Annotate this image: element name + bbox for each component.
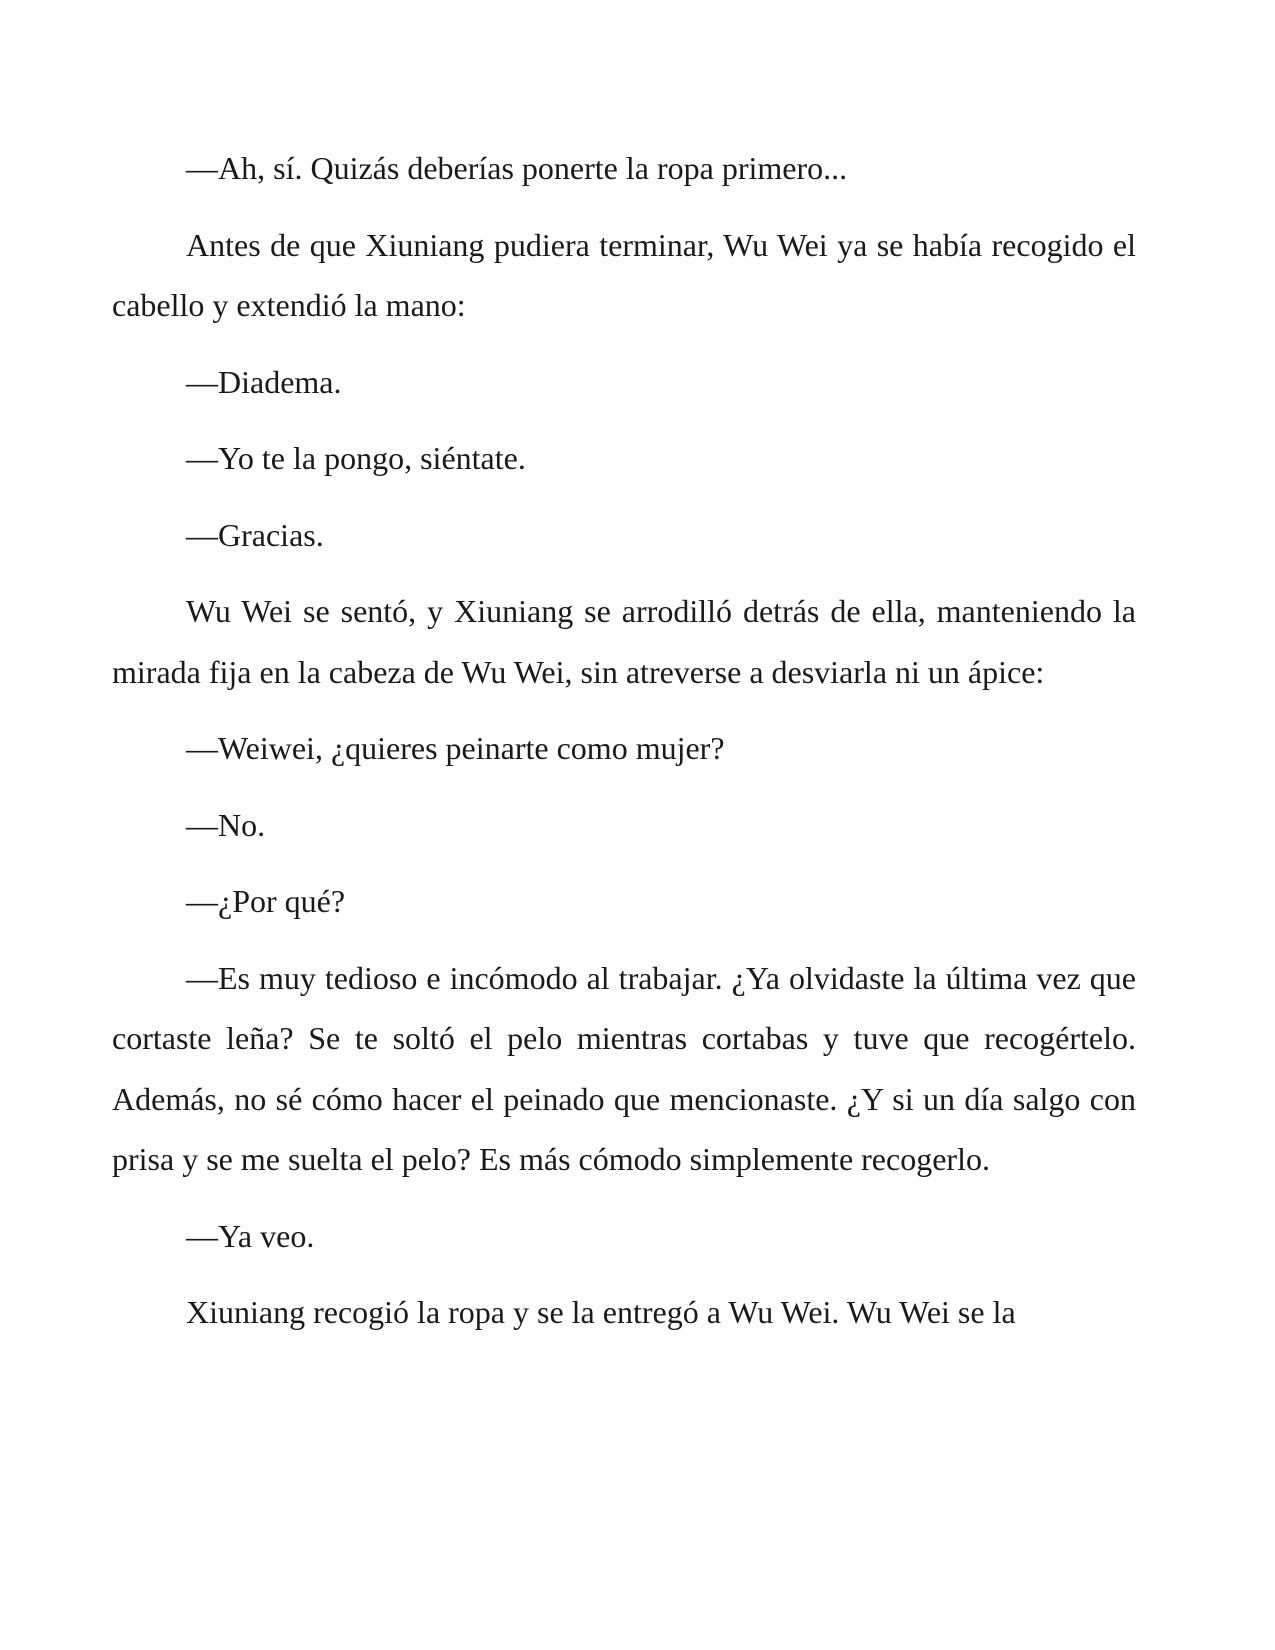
- paragraph-8: —No.: [186, 806, 266, 843]
- paragraph-7: —Weiwei, ¿quieres peinarte como mujer?: [186, 730, 725, 766]
- paragraph-12: Xiuniang recogió la ropa y se la entregó a Wu Wei. Wu Wei se la: [186, 1294, 1016, 1330]
- body-text: [112, 138, 1136, 1359]
- paragraph-2: Antes de que Xiuniang pudiera terminar, Wu Wei ya se había recogido el cabello y extendió la mano:: [112, 226, 1136, 323]
- paragraph-6: Wu Wei se sentó, y Xiuniang se arrodilló detrás de ella, manteniendo la mirada fija en la cabeza de Wu Wei, sin atreverse a desviarla ni un ápice:: [112, 593, 1136, 690]
- paragraph-9: —¿Por qué?: [186, 883, 346, 919]
- paragraph-1: —Ah, sí. Quizás deberías ponerte la ropa primero...: [186, 150, 848, 186]
- paragraph-11: —Ya veo.: [186, 1217, 315, 1254]
- paragraph-10: —Es muy tedioso e incómodo al trabajar. ¿Ya olvidaste la última vez que cortaste leña? Se te soltó el pelo mientras cortabas y tuve que recogértelo. Además, no sé cómo hacer el peinado que mencionaste. ¿Y si un día salgo con prisa y se me suelta el pelo? Es más cómodo simplemente recogerlo.: [112, 959, 1136, 1177]
- paragraph-5: —Gracias.: [186, 516, 324, 553]
- paragraph-3: —Diadema.: [186, 363, 342, 400]
- paragraph-4: —Yo te la pongo, siéntate.: [186, 440, 526, 476]
